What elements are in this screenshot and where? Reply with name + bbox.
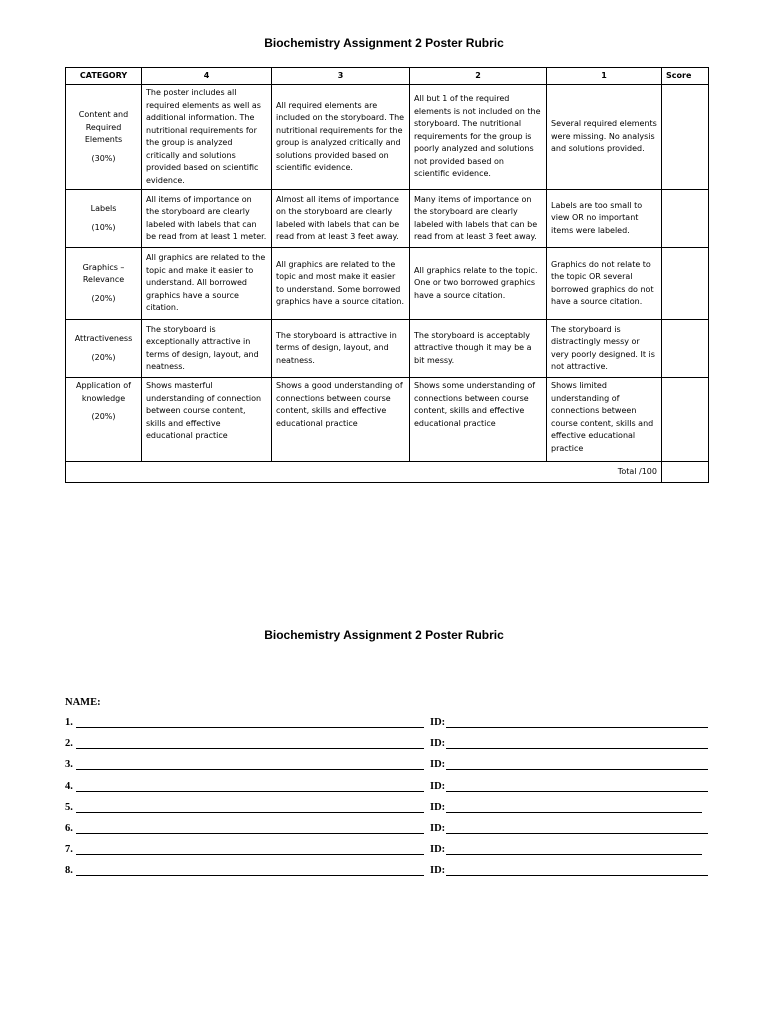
category-cell <box>66 85 142 190</box>
total-label: Total /100 <box>66 462 662 483</box>
header-category: CATEGORY <box>66 68 142 85</box>
category-label: Application of knowledge <box>76 381 131 403</box>
total-score-cell <box>662 462 709 483</box>
criteria-cell-1: The storyboard is distractingly messy or very poorly designed. It is not attractive. <box>547 320 662 378</box>
name-row <box>65 822 715 843</box>
header-level-2: 2 <box>410 68 547 85</box>
id-label: ID: <box>430 759 446 771</box>
row-number: 1. <box>65 717 73 728</box>
name-input-line[interactable] <box>76 854 424 855</box>
category-weight: (10%) <box>91 222 116 232</box>
id-label: ID: <box>430 865 446 877</box>
name-row <box>65 758 715 779</box>
id-label: ID: <box>430 780 446 792</box>
id-input-line[interactable] <box>446 769 708 770</box>
criteria-cell-2: All but 1 of the required elements is not included on the storyboard. The nutritional requirements for the group is poorly analyzed and solutions not provided based on scientific evidence. <box>410 85 547 190</box>
id-label: ID: <box>430 801 446 813</box>
rubric-total-row <box>66 462 709 483</box>
criteria-cell-3: Shows a good understanding of connections between course content, skills and effective educational practice <box>272 378 410 462</box>
rubric-row-graphics <box>66 248 709 320</box>
name-input-line[interactable] <box>76 812 424 813</box>
row-number: 8. <box>65 865 73 877</box>
category-weight: (30%) <box>91 153 116 163</box>
row-number: 4. <box>65 780 73 792</box>
name-input-line[interactable] <box>76 791 424 792</box>
criteria-cell-1: Graphics do not relate to the topic OR several borrowed graphics do not have a source citation. <box>547 248 662 320</box>
row-number: 3. <box>65 759 73 771</box>
criteria-cell-1: Labels are too small to view OR no important items were labeled. <box>547 190 662 248</box>
criteria-cell-4: Shows masterful understanding of connection between course content, skills and effective educational practice <box>142 378 272 462</box>
id-label: ID: <box>430 844 446 856</box>
criteria-cell-4: All graphics are related to the topic and make it easier to understand. All borrowed graphics have a source citation. <box>142 248 272 320</box>
id-input-line[interactable] <box>446 854 702 855</box>
score-cell <box>662 85 709 190</box>
header-level-1: 1 <box>547 68 662 85</box>
rubric-row-attractiveness <box>66 320 709 378</box>
criteria-cell-3: The storyboard is attractive in terms of design, layout, and neatness. <box>272 320 410 378</box>
name-row <box>65 716 715 737</box>
category-label: Graphics – Relevance <box>82 262 125 285</box>
category-weight: (20%) <box>91 412 116 421</box>
name-input-line[interactable] <box>76 833 424 834</box>
rubric-table <box>65 67 709 483</box>
category-weight: (20%) <box>91 293 116 303</box>
name-row <box>65 780 715 801</box>
id-input-line[interactable] <box>446 748 708 749</box>
id-label: ID: <box>430 822 446 834</box>
category-cell <box>66 378 142 462</box>
name-label: NAME: <box>65 697 101 708</box>
criteria-cell-3: All graphics are related to the topic and most make it easier to understand. Some borrowed graphics have a source citation. <box>272 248 410 320</box>
criteria-cell-2: All graphics relate to the topic. One or two borrowed graphics have a source citation. <box>410 248 547 320</box>
header-level-3: 3 <box>272 68 410 85</box>
name-input-line[interactable] <box>76 727 424 728</box>
name-section <box>65 696 715 886</box>
id-label: ID: <box>430 738 446 750</box>
criteria-cell-2: Many items of importance on the storyboard are clearly labeled with labels that can be read from at least 3 feet away. <box>410 190 547 248</box>
id-input-line[interactable] <box>446 875 708 876</box>
id-input-line[interactable] <box>446 727 708 728</box>
header-level-4: 4 <box>142 68 272 85</box>
row-number: 6. <box>65 822 73 834</box>
category-cell <box>66 190 142 248</box>
category-label: Labels <box>90 204 117 213</box>
criteria-cell-4: The storyboard is exceptionally attractive in terms of design, layout, and neatness. <box>142 320 272 378</box>
id-input-line[interactable] <box>446 791 708 792</box>
criteria-cell-2: The storyboard is acceptably attractive though it may be a bit messy. <box>410 320 547 378</box>
name-row <box>65 864 715 885</box>
rubric-row-labels <box>66 190 709 248</box>
rubric-title: Biochemistry Assignment 2 Poster Rubric <box>264 36 504 50</box>
criteria-cell-4: The poster includes all required elements as well as additional information. The nutritional requirements for the group is analyzed critically and solutions provided based on scientific evidence. <box>142 85 272 190</box>
category-cell <box>66 320 142 378</box>
criteria-cell-1: Shows limited understanding of connections between course content, skills and effective educational practice <box>547 378 662 462</box>
criteria-cell-3: Almost all items of importance on the storyboard are clearly labeled with labels that can be read from at least 3 feet away. <box>272 190 410 248</box>
category-label: Content and Required Elements <box>78 110 129 144</box>
criteria-cell-2: Shows some understanding of connections between course content, skills and effective educational practice <box>410 378 547 462</box>
score-cell <box>662 190 709 248</box>
rubric-header-row <box>66 68 709 85</box>
row-number: 2. <box>65 738 73 750</box>
rubric-title-repeat: Biochemistry Assignment 2 Poster Rubric <box>264 628 504 642</box>
id-input-line[interactable] <box>446 833 708 834</box>
category-label: Attractiveness <box>74 334 133 343</box>
rubric-row-application <box>66 378 709 462</box>
score-cell <box>662 320 709 378</box>
score-cell <box>662 378 709 462</box>
name-input-line[interactable] <box>76 748 424 749</box>
id-label: ID: <box>430 717 446 728</box>
score-cell <box>662 248 709 320</box>
header-score: Score <box>662 68 709 85</box>
criteria-cell-1: Several required elements were missing. No analysis and solutions provided. <box>547 85 662 190</box>
name-row <box>65 801 715 822</box>
name-row <box>65 737 715 758</box>
name-input-line[interactable] <box>76 769 424 770</box>
name-row <box>65 843 715 864</box>
id-input-line[interactable] <box>446 812 702 813</box>
category-weight: (20%) <box>91 352 116 362</box>
criteria-cell-3: All required elements are included on the storyboard. The nutritional requirements for the group is analyzed critically and solutions provided based on scientific evidence. <box>272 85 410 190</box>
row-number: 5. <box>65 801 73 813</box>
name-input-line[interactable] <box>76 875 424 876</box>
rubric-row-content <box>66 85 709 190</box>
criteria-cell-4: All items of importance on the storyboard are clearly labeled with labels that can be read from at least 1 meter. <box>142 190 272 248</box>
category-cell <box>66 248 142 320</box>
row-number: 7. <box>65 844 73 856</box>
